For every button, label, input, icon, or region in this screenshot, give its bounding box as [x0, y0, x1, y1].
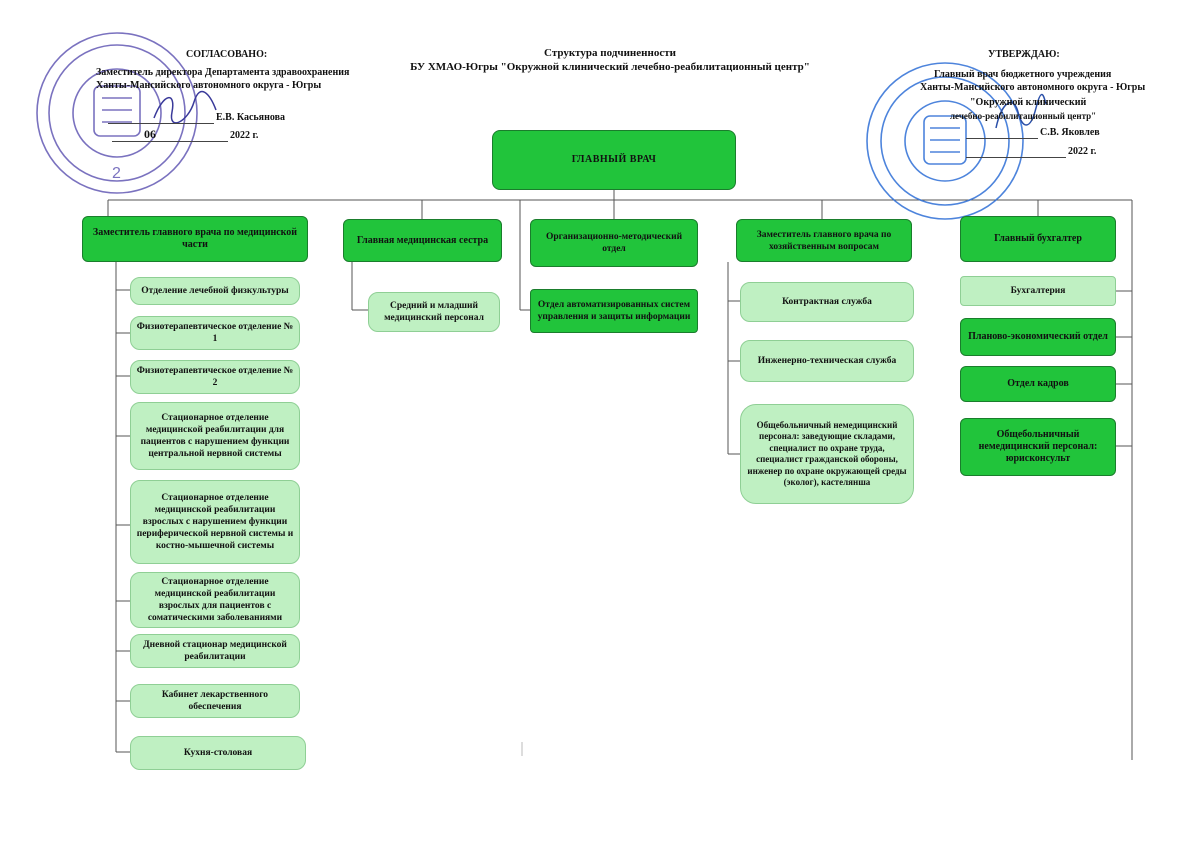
col1-item-7-label: Дневной стационар медицинской реабилитации: [143, 640, 287, 662]
col3-item-1: [530, 289, 698, 333]
col3-head: [530, 219, 698, 267]
col1-head-label: Заместитель главного врача по медицинской части: [92, 227, 298, 250]
col4-item-3-label: Общебольничный немедицинский персонал: заведующие складами, специалист по охране труда, специалист гражданской обороны, инженер по охране окружающей среды (эколог), кастелянша: [747, 419, 907, 487]
svg-text:2: 2: [112, 165, 121, 182]
approval-right-signer: С.В. Яковлев: [1040, 127, 1100, 138]
col1-item-5: [130, 480, 300, 564]
col1-item-4-label: Стационарное отделение медицинской реабилитации для пациентов с нарушением функции центральной нервной системы: [140, 413, 290, 459]
col4-item-2-label: Инженерно-техническая служба: [757, 356, 897, 366]
document-title: [360, 46, 860, 74]
col4-item-2: [740, 340, 914, 382]
col1-item-6: [130, 572, 300, 628]
col1-item-6-label: Стационарное отделение медицинской реабилитации взрослых для пациентов с соматическими заболеваниями: [147, 577, 283, 623]
approval-right-line1: Главный врач бюджетного учреждения: [934, 69, 1112, 80]
col4-head-label: Заместитель главного врача по хозяйственным вопросам: [756, 229, 892, 252]
col1-item-8-label: Кабинет лекарственного обеспечения: [161, 690, 269, 712]
approval-right-date-year: 2022 г.: [1068, 146, 1097, 157]
col2-item-1: [368, 292, 500, 332]
approval-right-line3: "Окружной клинический: [970, 97, 1087, 108]
approval-left-signer: Е.В. Касьянова: [216, 112, 286, 123]
approval-left-line2: Ханты-Мансийского автономного округа - Югры: [96, 80, 322, 91]
approval-right-sign-underline: [966, 138, 1038, 139]
col4-head: [736, 219, 912, 262]
col1-item-2: [130, 316, 300, 350]
col3-item-1-label: Отдел автоматизированных систем управления и защиты информации: [537, 300, 691, 322]
approval-left-date-underline: [112, 141, 228, 142]
approval-right-date-underline: [966, 157, 1066, 158]
left-signature: [150, 88, 220, 128]
col1-item-2-label: Физиотерапевтическое отделение № 1: [136, 322, 294, 344]
col1-item-9-label: Кухня-столовая: [183, 748, 253, 758]
col1-head: [82, 216, 308, 262]
col5-item-4-label: Общебольничный немедицинский персонал: юрисконсульт: [978, 429, 1098, 464]
approval-left-date-year: 2022 г.: [230, 130, 259, 141]
approval-right-heading: УТВЕРЖДАЮ:: [988, 49, 1060, 60]
col5-item-3: [960, 366, 1116, 402]
col1-item-5-label: Стационарное отделение медицинской реабилитации взрослых с нарушением функции периферической нервной системы и костно-мышечной системы: [136, 493, 294, 551]
approval-left-line1: Заместитель директора Департамента здравоохранения: [96, 67, 350, 78]
col1-item-1-label: Отделение лечебной физкультуры: [141, 286, 289, 296]
col5-item-2: [960, 318, 1116, 356]
col1-item-1: [130, 277, 300, 305]
col1-item-8: [130, 684, 300, 718]
chief-physician-label: ГЛАВНЫЙ ВРАЧ: [571, 154, 657, 165]
col1-item-3-label: Физиотерапевтическое отделение № 2: [136, 366, 294, 388]
col5-item-1: [960, 276, 1116, 306]
col3-head-label: Организационно-методический отдел: [545, 232, 683, 254]
col1-item-4: [130, 402, 300, 470]
col5-item-1-label: Бухгалтерия: [1010, 286, 1066, 296]
col1-item-7: [130, 634, 300, 668]
approval-left-date-day: 06: [144, 127, 156, 141]
col5-head-label: Главный бухгалтер: [994, 233, 1082, 244]
col2-head-label: Главная медицинская сестра: [356, 234, 489, 246]
approval-right-line2: Ханты-Мансийского автономного округа - Югры: [920, 82, 1146, 93]
approval-left-heading: СОГЛАСОВАНО:: [186, 49, 268, 60]
col5-item-3-label: Отдел кадров: [1007, 378, 1069, 389]
col2-head: [343, 219, 502, 262]
col4-item-1-label: Контрактная служба: [782, 297, 872, 307]
title-line-2: БУ ХМАО-Югры "Окружной клинический лечебно-реабилитационный центр": [410, 61, 810, 73]
col4-item-1: [740, 282, 914, 322]
title-line-1: Структура подчиненности: [544, 47, 676, 59]
col4-item-3: [740, 404, 914, 504]
approval-right-line4: лечебно-реабилитационный центр": [950, 111, 1097, 121]
col5-item-4: [960, 418, 1116, 476]
approval-left-sign-underline: [108, 123, 214, 124]
col1-item-9: [130, 736, 306, 770]
col5-head: [960, 216, 1116, 262]
col2-item-1-label: Средний и младший медицинский персонал: [384, 301, 484, 323]
col1-item-3: [130, 360, 300, 394]
col5-item-2-label: Планово-экономический отдел: [968, 331, 1108, 342]
chief-physician-box: [492, 130, 736, 190]
